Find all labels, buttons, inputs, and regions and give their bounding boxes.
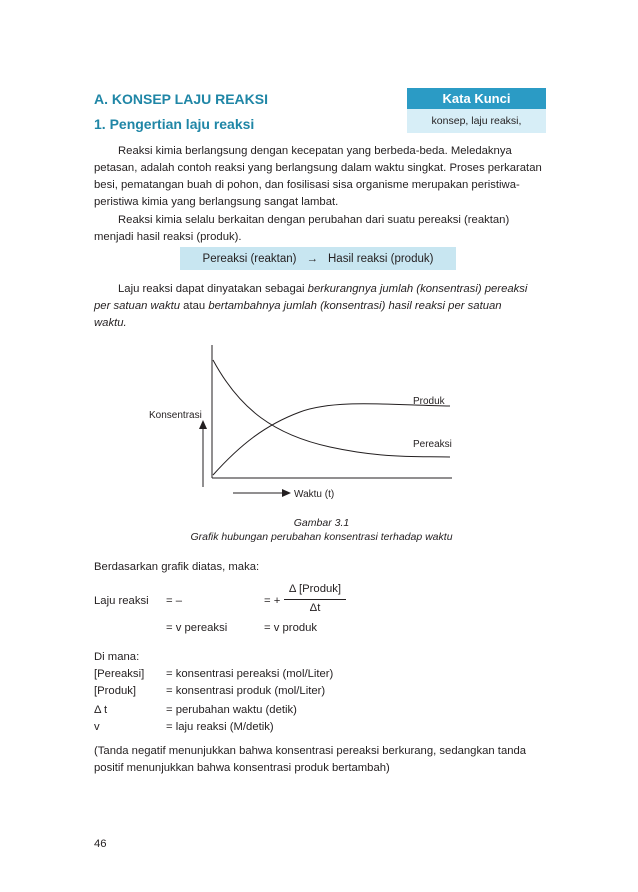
berdasarkan-text: Berdasarkan grafik diatas, maka: xyxy=(94,561,260,573)
fraction-numerator: Δ [Produk] xyxy=(288,583,342,595)
para2-line: menjadi hasil reaksi (produk). xyxy=(94,231,242,243)
section-title: A. KONSEP LAJU REAKSI xyxy=(94,91,268,107)
note-paragraph xyxy=(94,743,549,777)
formula-minus: = – xyxy=(166,595,183,607)
para1-line: peristiwa kimia yang berlangsung sangat lambat. xyxy=(94,196,339,208)
x-axis-label: Waktu (t) xyxy=(294,489,335,500)
dimana-def: = konsentrasi produk (mol/Liter) xyxy=(166,685,326,697)
subsection-title: 1. Pengertian laju reaksi xyxy=(94,116,255,132)
dimana-term: Δ t xyxy=(94,704,108,716)
note-line: positif menunjukkan bahwa konsentrasi produk bertambah) xyxy=(94,762,390,774)
para1-line: Reaksi kimia berlangsung dengan kecepatan yang berbeda-beda. Meledaknya xyxy=(118,145,512,157)
kata-kunci-body: konsep, laju reaksi, xyxy=(407,109,546,133)
produk-label: Produk xyxy=(413,396,445,407)
para3-text: atau xyxy=(180,300,209,312)
figure-caption: Grafik hubungan perubahan konsentrasi terhadap waktu xyxy=(190,531,453,543)
para2-line: Reaksi kimia selalu berkaitan dengan perubahan dari suatu pereaksi (reaktan) xyxy=(118,214,510,226)
para3-italic: waktu. xyxy=(94,317,127,329)
arrow-icon: → xyxy=(306,252,318,265)
para3-text: Laju reaksi dapat dinyatakan sebagai xyxy=(118,283,308,295)
y-axis-label: Konsentrasi xyxy=(149,410,202,421)
dimana-term: [Pereaksi] xyxy=(94,668,145,680)
dimana-def: = perubahan waktu (detik) xyxy=(166,704,297,716)
dimana-title: Di mana: xyxy=(94,651,140,663)
formula-v-produk: = v produk xyxy=(264,622,318,634)
kata-kunci-header: Kata Kunci xyxy=(407,88,546,109)
fraction-denominator: Δt xyxy=(309,602,321,614)
note-line: (Tanda negatif menunjukkan bahwa konsentrasi pereaksi berkurang, sedangkan tanda xyxy=(94,745,527,757)
dimana-term: [Produk] xyxy=(94,685,137,697)
page-number: 46 xyxy=(94,838,107,850)
equation-left: Pereaksi (reaktan) xyxy=(202,252,297,265)
para3-italic: bertambahnya jumlah (konsentrasi) hasil reaksi per satuan xyxy=(208,300,502,312)
formula-label: Laju reaksi xyxy=(94,595,149,607)
x-arrow-head xyxy=(282,489,291,497)
formula-plus: = + xyxy=(264,595,281,607)
dimana-def: = laju reaksi (M/detik) xyxy=(166,721,274,733)
dimana-term: v xyxy=(94,721,100,733)
dimana-def: = konsentrasi pereaksi (mol/Liter) xyxy=(166,668,334,680)
y-arrow-head xyxy=(199,420,207,429)
fraction-bar xyxy=(284,599,346,600)
para3-italic: berkurangnya jumlah (konsentrasi) pereaksi xyxy=(307,283,528,295)
para1-line: petasan, adalah contoh reaksi yang berlangsung dalam waktu singkat. Proses perkaratan xyxy=(94,162,542,174)
para1-line: besi, pematangan buah di pohon, dan fosilisasi sisa organisme merupakan peristiwa- xyxy=(94,179,520,191)
para3-italic: per satuan waktu xyxy=(94,300,181,312)
formula-v-pereaksi: = v pereaksi xyxy=(166,622,228,634)
figure-number: Gambar 3.1 xyxy=(293,517,350,529)
pereaksi-label: Pereaksi xyxy=(413,439,452,450)
equation-right: Hasil reaksi (produk) xyxy=(328,252,434,265)
